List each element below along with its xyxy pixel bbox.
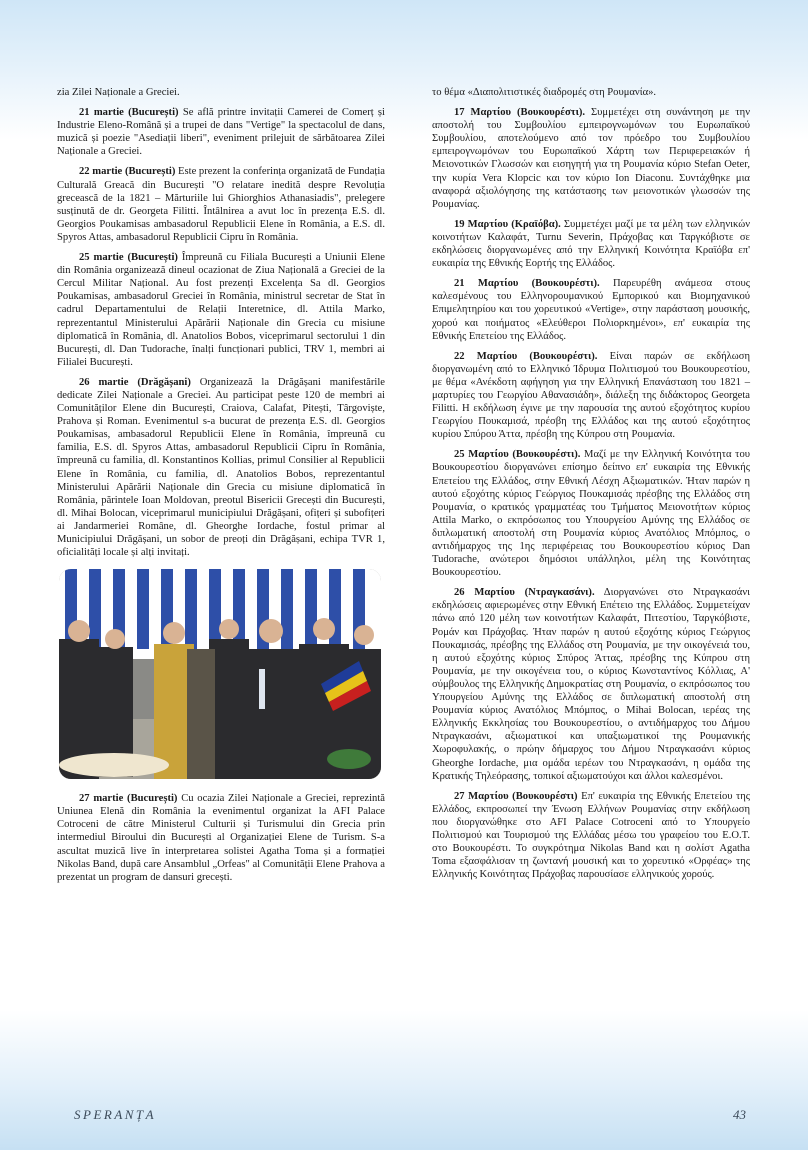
- left-continuation: zia Zilei Naționale a Greciei.: [57, 87, 180, 98]
- entry-date: 27 Μαρτίου: [454, 790, 509, 802]
- entry-date: 26 Μαρτίου: [454, 587, 515, 599]
- entry-place: (Βουκουρέστι).: [531, 278, 600, 290]
- entry-place: (Βουκουρέστι).: [512, 449, 581, 461]
- entry-text: Este prezent la conferința organizată de Fundația Culturală Greacă din București "O relatare inedită despre Revoluția grecească de la 1821 – Mărturiile lui Ghiorghios Athanasiadis", prelegere susținută de dr. Georgeta Filitti. Întâlnirea a avut loc în prezența E.S. dl. Georgios Poukamisas ambasadorul Republicii Elene în România, a E.S. dl. Spyros Attas, ambasadorul Republicii Cipru în România.: [57, 166, 385, 243]
- right-entry-21-march: [432, 277, 750, 342]
- magazine-title: SPERANȚA: [74, 1107, 157, 1122]
- left-entry-25-march: [57, 251, 385, 369]
- left-entry-27-march: [57, 792, 385, 884]
- left-column: [57, 86, 385, 891]
- entry-date: 22 martie: [79, 166, 123, 178]
- entry-text: Împreună cu Filiala București a Uniunii Elene din România organizează dineul ocazionat de Ziua Națională a Greciei de la Cercul Militar Național. Au fost prezenți Excelența Sa dl. Georgios Poukamisas, ambasadorul Greciei în România, ministrul secretar de Stat în cadrul Departamentului de Relații Interetnice, dl. Attila Marko, reprezentantul Ministerului Apărării Naționale din Grecia cu misiune diplomatică în România, dl. Anatolios Bobos, viceprimarul sectorului 1 din București, dl. Dan Tudorache, înalți funcționari publici, TRV 1, membri ai Filialei București.: [57, 252, 385, 368]
- right-continuation: το θέμα «Διαπολιτιστικές διαδρομές στη Ρουμανία».: [432, 87, 657, 98]
- entry-place: (Drăgășani): [137, 376, 191, 388]
- entry-date: 25 Μαρτίου: [454, 449, 509, 461]
- entry-text: Επ' ευκαιρία της Εθνικής Επετείου της Ελλάδος, εκπροσωπεί την Ένωση Ελλήνων Ρουμανίας στην εκδήλωση που διοργανώθηκε στο AFI Palace Cotroceni από το Υπουργείο Πολιτισμού και Τουρισμού της Ελλάδας μέσω του γραφείου του Ε.Ο.Τ. στο Βουκουρέστι. Το συγκρότημα Nikolas Band και η σολίστ Agatha Toma εξασφάλισαν τη ζωντανή μουσική και το χορευτικό «Ορφέας» της Ελληνικής Κοινότητας Πράχοβας παρουσίασε ελληνικούς χορούς.: [432, 790, 751, 881]
- right-entry-26-march: [432, 586, 750, 782]
- entry-place: (București): [127, 793, 178, 805]
- entry-place: (Βουκουρέστι).: [517, 107, 586, 119]
- entry-place: (Βουκουρέστι): [512, 790, 578, 802]
- entry-date: 22 Μαρτίου: [454, 350, 518, 362]
- right-entry-25-march: [432, 448, 750, 579]
- entry-date: 17 Μαρτίου: [454, 107, 512, 119]
- entry-place: (Ντραγκασάνι).: [524, 587, 595, 599]
- entry-text: Διοργανώνει στο Ντραγκασάνι εκδηλώσεις αφιερωμένες στην Εθνική Επέτειο της Ελλάδος. Συμμετείχαν πάνω από 120 μέλη των κοινοτήτων Καλαφάτ, Πιτεστίου, Ταργκόβιστε, Ρομάν και Πράχοβας. Ήταν παρών η αυτού εξοχότης κύριος Γεώργιος Πουκαμισάς, πρέσβης της Ελλάδος στη Ρουμανία, με την οικογένειά του, η αυτού εξοχότης κύριος Σπύρος Άττας, πρέσβης της Κύπρου στη Ρουμανία, με την οικογένεια του, ο κύριος Κωνσταντίνος Κόλλιας, Α' σύμβουλος της Ελληνικής Δημοκρατίας στη Ρουμανία, ο εκπρόσωπος του Υπουργείου Αμύνης της Ελλάδος σε διπλωματική αποστολή στη Ρουμανία κύριος Ανατόλιος Μπόμπος, ο Mihai Bolocan, ιερέας της Ελληνικής Εκκλησίας του Βουκουρεστίου, ο αντιδήμαρχος του Δήμου Ντραγκασάνι, αξιωματικοί και υπαξιωματικοί της Ρουμανικής Χωροφυλακής, ο πρώην δήμαρχος του Δήμου Ντραγκασάνι κύριος Gheorghe Iordache, μια ομάδα ιερέων του Ντραγκασάνι, η ομάδα της Κρατικής Τηλεόρασης, τοπικοί αξιωματούχοι και άλλοι καλεσμένοι.: [432, 587, 750, 782]
- entry-date: 26 martie: [79, 376, 129, 388]
- right-entry-19-march: [432, 218, 750, 270]
- entry-place: (Βουκουρέστι).: [529, 350, 598, 362]
- left-entry-21-march: [57, 106, 385, 158]
- event-photo: [59, 569, 381, 779]
- entry-text: Συμμετέχει στη συνάντηση με την αποστολή του Συμβουλίου εμπειρογνωμόνων του Ευρωπαϊκού Συμβουλίου, αποτελούμενο από τον πρόεδρο του Συμβουλίου εμπειρογνωμόνων του Ευρωπαϊκού Χάρτη των Περιφερειακών ή Μειονοτικών Γλωσσών και εισηγητή για τη Ρουμανία κύριο Stefan Oeter, την κυρία Vera Klopcic και τον κύριο Ion Diaconu. Συντάχθηκε μια αναφορά αξιολόγησης της κατάστασης των μειονοτικών γλωσσών της Ρουμανίας.: [432, 107, 750, 210]
- entry-date: 27 martie: [79, 793, 124, 805]
- entry-text: Είναι παρών σε εκδήλωση διοργανωμένη από το Ελληνικό Ίδρυμα Πολιτισμού του Βουκουρεστίου, με θέμα «Ανέκδοτη αφήγηση για την Ελληνική Επανάσταση του 1821 – μαρτυρίες του Γεωργίου Αθανασιάδη», διάλεξη της διδάκτορος Georgeta Filitti. Η εκδήλωση έγινε με την παρουσία της αυτού εξοχότητος κυρίου Γεωργίου Πουκαμισά, πρέσβη της Ελλάδος και της αυτού εξοχότητος κυρίου Σπύρου Άττα, πρέσβη της Κύπρου στη Ρουμανία.: [432, 350, 751, 441]
- entry-text: Μαζί με την Ελληνική Κοινότητα του Βουκουρεστίου διοργανώνει επίσημο δείπνο επ' ευκαιρία της Εθνικής Επετείου της Ελλάδος, στην Εθνική Λέσχη Αξιωματικών. Ήταν παρών η αυτού εξοχότης κύριος Γεώργιος Πουκαμισάς πρέσβης της Ελλάδος στη Ρουμανία, ο κρατικός γραμματέας του Τμήματος Μειονοτήτων κύριος Attila Marko, ο εκπρόσωπος του Υπουργείου Αμύνης της Ελλάδος σε διπλωματική αποστολή στη Ρουμανία κύριος Ανατόλιος Μπόμπος, ο αντιδήμαρχος της 1ης περιφέρειας του Βουκουρεστίου κύριος Dan Tudorache, ανώτεροι δημόσιοι υπάλληλοι, μέλη της Κοινότητας Βουκουρεστίου.: [432, 449, 750, 579]
- entry-place: (București): [128, 107, 179, 119]
- entry-place: (Κραϊόβα).: [511, 218, 561, 230]
- right-entry-22-march: [432, 350, 750, 442]
- entry-date: 19 Μαρτίου: [454, 218, 509, 230]
- entry-place: (București): [124, 166, 176, 178]
- entry-date: 25 martie: [79, 252, 124, 264]
- left-entry-22-march: [57, 165, 385, 244]
- left-entry-26-march: [57, 376, 385, 559]
- entry-text: Παρευρέθη ανάμεσα στους καλεσμένους του Ελληνορουμανικού Εμπορικού και Βιομηχανικού Επιμελητηρίου και του χορευτικού «Vertige», στην παράσταση μουσικής, χορού και ποιήματος «Ελεύθεροι Πολιορκημένοι», επ' ευκαιρία της Εθνικής Επετείου της Ελλάδος.: [432, 278, 750, 342]
- entry-place: (București): [127, 252, 178, 264]
- entry-date: 21 martie: [79, 107, 124, 119]
- right-entry-17-march: [432, 106, 750, 211]
- right-entry-27-march: [432, 790, 750, 882]
- page-number: 43: [733, 1107, 746, 1122]
- right-column: [432, 86, 750, 888]
- entry-text: Se află printre invitații Camerei de Comerț și Industrie Eleno-Română și a trupei de dans "Vertige" la spectacolul de dans, muzică și poezie "Asediații liberi", eveniment prilejuit de sărbătoarea Zilei Naționale a Greciei.: [57, 107, 385, 158]
- entry-date: 21 Μαρτίου: [454, 278, 519, 290]
- event-photo-illustration: [59, 569, 381, 779]
- entry-text: Cu ocazia Zilei Naționale a Greciei, reprezintă Uniunea Elenă din România la evenimentul organizat la AFI Palace Cotroceni de către Ministerul Culturii și Turismului din Grecia prin intermediul Biroului din București al Organizației Elene de Turism. S-a ascultat muzică live în interpretarea solistei Agatha Toma și a formației Nikolas Band, după care Ansamblul „Orfeas" al Comunității Elene Prahova a prezentat un program de dansuri grecești.: [57, 793, 385, 883]
- entry-text: Συμμετέχει μαζί με τα μέλη των ελληνικών κοινοτήτων Καλαφάτ, Turnu Severin, Πράχοβας και Ταργκόβιστε σε εκδηλώσεις διοργανωμένες από την Ελληνική Κοινότητα Κραϊόβα επ' ευκαιρία της Εθνικής Εορτής της Ελλάδος.: [432, 218, 750, 270]
- entry-text: Organizează la Drăgășani manifestările dedicate Zilei Naționale a Greciei. Au participat peste 120 de membri ai Comunităților Elene din București, Craiova, Calafat, Pitești, Târgoviște, Prahova și Roman. Evenimentul s-a bucurat de prezența E.S. dl. Georgios Poukamisas, ambasadorul Republicii Elene în România, împreună cu familia, E.S. dl. Spyros Attas, ambasadorul Republicii Cipru în România, împreună cu familia, dl. Konstantinos Kollias, primul Consilier al Republicii Elene în România, cu familia, dl. Anatolios Bobos, reprezentantul Ministerului Apărării Naționale din Grecia cu misiune diplomatică în România, părintele Ioan Moldovan, preotul Bisericii Grecești din București, dl. Mihai Bolocan, viceprimarul municipiului Drăgășani, ofițeri și subofițeri ai Jandarmeriei Române, dl. Gheorghe Iordache, fostul primar al Municipiului Drăgășani, un sobor de preoți din Drăgășani, echipa TVR 1, oficialități locale și alți invitați.: [57, 376, 385, 559]
